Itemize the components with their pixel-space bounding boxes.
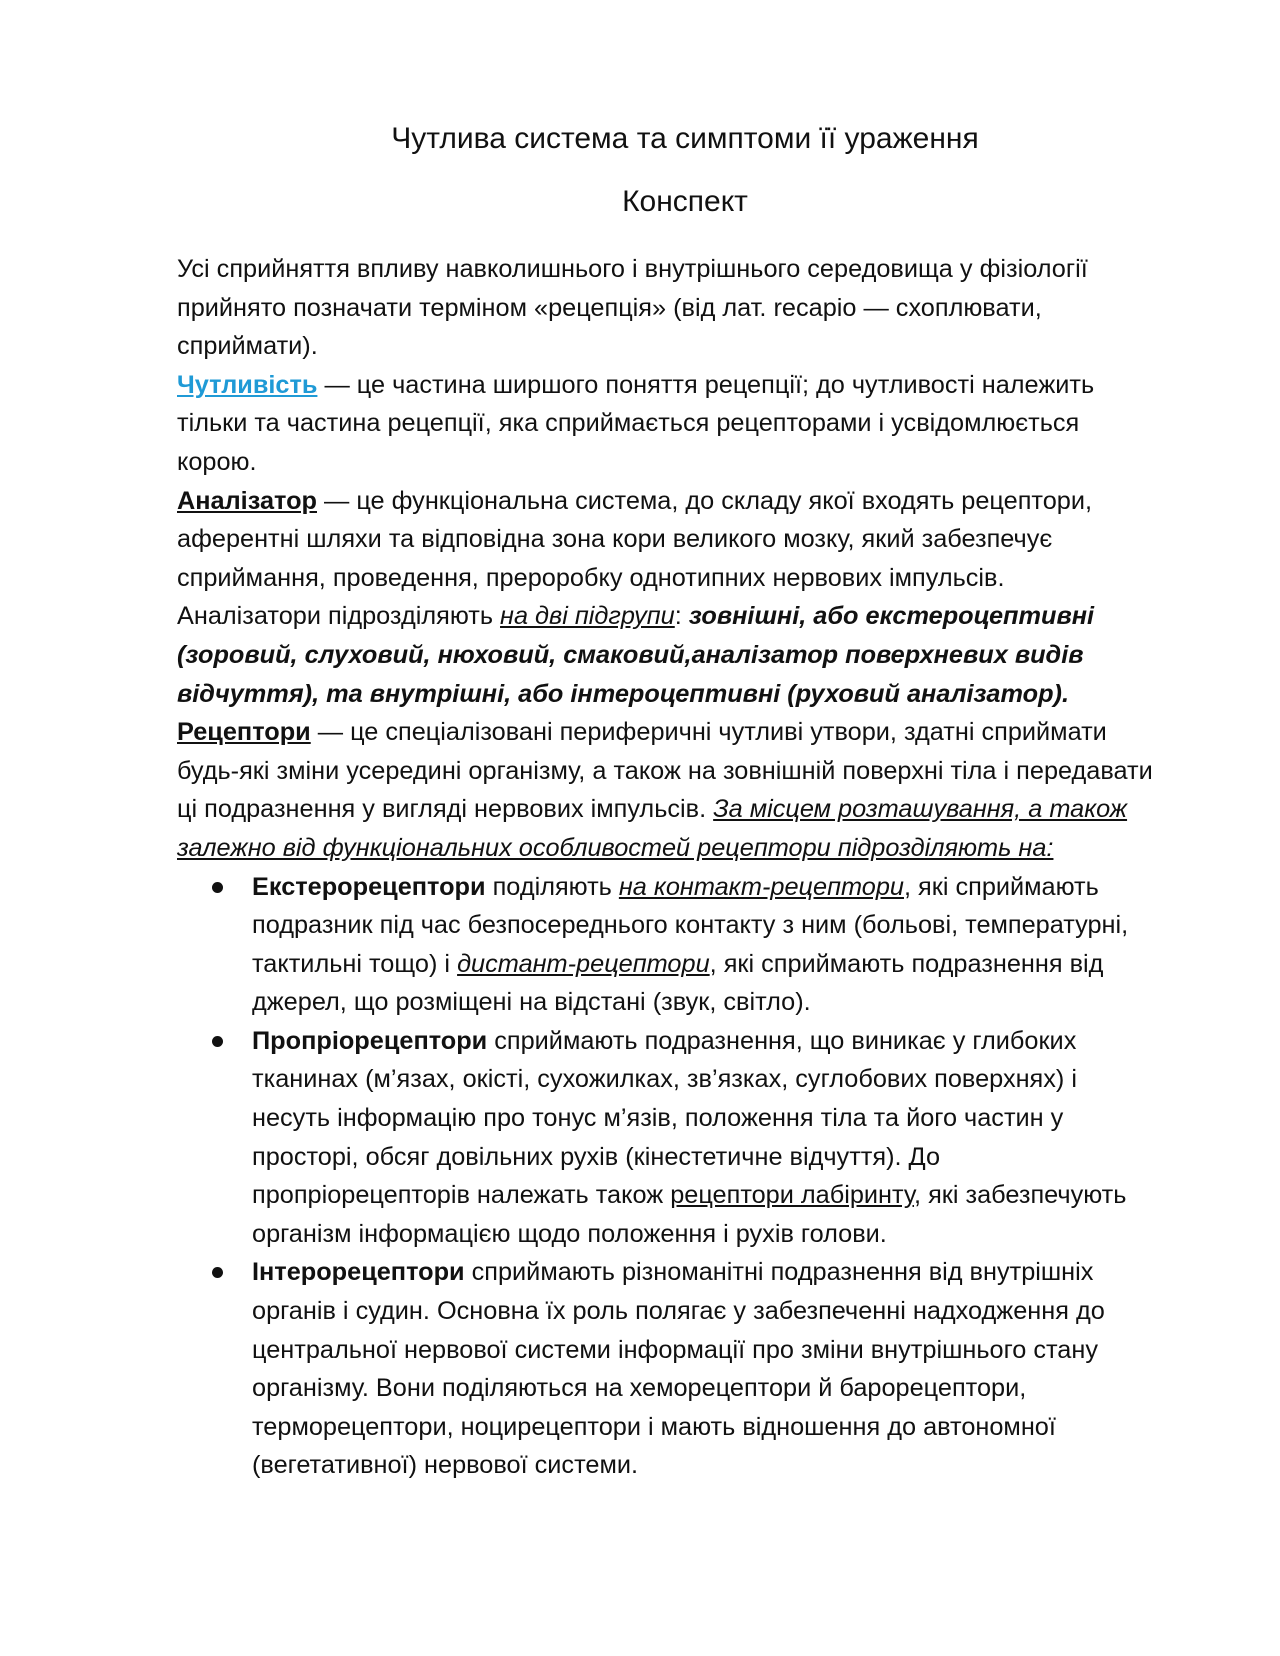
exteroreceptors-text-2: , які сприймають подразник під час безпосереднього контакту з ним (больові, температурні, тактильні тощо) і xyxy=(252,872,1129,978)
contact-receptors: на контакт-рецептори xyxy=(618,872,904,901)
list-item-exteroreceptors xyxy=(177,868,1157,1022)
receptors-definition: — це спеціалізовані периферичні чутливі утвори, здатні сприймати будь-які зміни усередині організму, а також на зовнішній поверхні тіла і передавати ці подразнення у вигляді нервових імпульсів. xyxy=(177,718,1153,824)
paragraph-analyzer-groups xyxy=(177,597,1157,713)
paragraph-sensitivity xyxy=(177,366,1157,482)
receptors-classification-intro: За місцем розташування, а також залежно від функціональних особливостей рецептори підрозділяють на: xyxy=(177,795,1128,862)
groups-list: зовнішні, або екстероцептивні (зоровий, слуховий, нюховий, смаковий,аналізатор поверхневих видів відчуття), та внутрішні, або інтероцептивні (руховий аналізатор). xyxy=(177,602,1095,708)
document-body xyxy=(177,250,1157,1485)
list-item-interoreceptors xyxy=(177,1253,1157,1485)
interoreceptors-text: сприймають різноманітні подразнення від внутрішніх органів і судин. Основна їх роль полягає у забезпеченні надходження до центральної нервової системи інформації про зміни внутрішнього стану організму. Вони поділяються на хеморецептори й барорецептори, терморецептори, ноцирецептори і мають відношення до автономної (вегетативної) нервової системи. xyxy=(252,1258,1105,1480)
distant-receptors: дистант-рецептори xyxy=(457,949,710,978)
page-subtitle: Конспект xyxy=(622,185,748,218)
exteroreceptors-text-3: , які сприймають подразнення від джерел, що розміщені на відстані (звук, світло). xyxy=(252,949,1104,1017)
exteroreceptors-text-1: поділяють xyxy=(485,872,619,901)
proprioreceptors-text-2: , які забезпечують організм інформацією щодо положення і рухів голови. xyxy=(252,1181,1127,1248)
sensitivity-link[interactable]: Чутливість xyxy=(177,370,318,399)
page-title: Чутлива система та симптоми її ураження xyxy=(391,122,979,155)
sensitivity-definition: — це частина ширшого поняття рецепції; до чутливості належить тільки та частина рецепції, яка сприймається рецепторами і усвідомлюється корою. xyxy=(177,370,1095,476)
receptor-types-list xyxy=(177,868,1157,1486)
labyrinth-receptors: рецептори лабіринту xyxy=(670,1181,915,1210)
interoreceptors-term: Інтерорецептори xyxy=(252,1258,465,1287)
paragraph-analyzer xyxy=(177,482,1157,598)
proprioreceptors-term: Пропріорецептори xyxy=(252,1026,488,1055)
bullet-icon xyxy=(212,1036,223,1047)
paragraph-reception: Усі сприйняття впливу навколишнього і внутрішнього середовища у фізіології прийнято позначати терміном «рецепція» (від лат. recapio — схоплювати, сприймати). xyxy=(177,255,1088,361)
paragraph-receptors xyxy=(177,713,1157,867)
exteroreceptors-term: Екстерорецептори xyxy=(252,872,486,901)
bullet-icon xyxy=(212,882,223,893)
analyzer-term: Аналізатор xyxy=(177,486,317,515)
groups-underlined: на дві підгрупи xyxy=(500,602,675,631)
proprioreceptors-text-1: сприймають подразнення, що виникає у глибоких тканинах (м’язах, окісті, сухожилках, зв’язках, суглобових поверхнях) і несуть інформацію про тонус м’язів, положення тіла та його частин у просторі, обсяг довільних рухів (кінестетичне відчуття). До пропріорецепторів належать також xyxy=(252,1026,1077,1210)
groups-intro: Аналізатори підрозділяють xyxy=(177,602,501,631)
receptors-term: Рецептори xyxy=(177,718,311,747)
list-item-proprioreceptors xyxy=(177,1022,1157,1254)
bullet-icon xyxy=(212,1267,223,1278)
groups-colon: : xyxy=(674,602,689,631)
analyzer-definition: — це функціональна система, до складу якої входять рецептори, аферентні шляхи та відповідна зона кори великого мозку, який забезпечує сприймання, проведення, прероробку однотипних нервових імпульсів. xyxy=(177,486,1092,592)
